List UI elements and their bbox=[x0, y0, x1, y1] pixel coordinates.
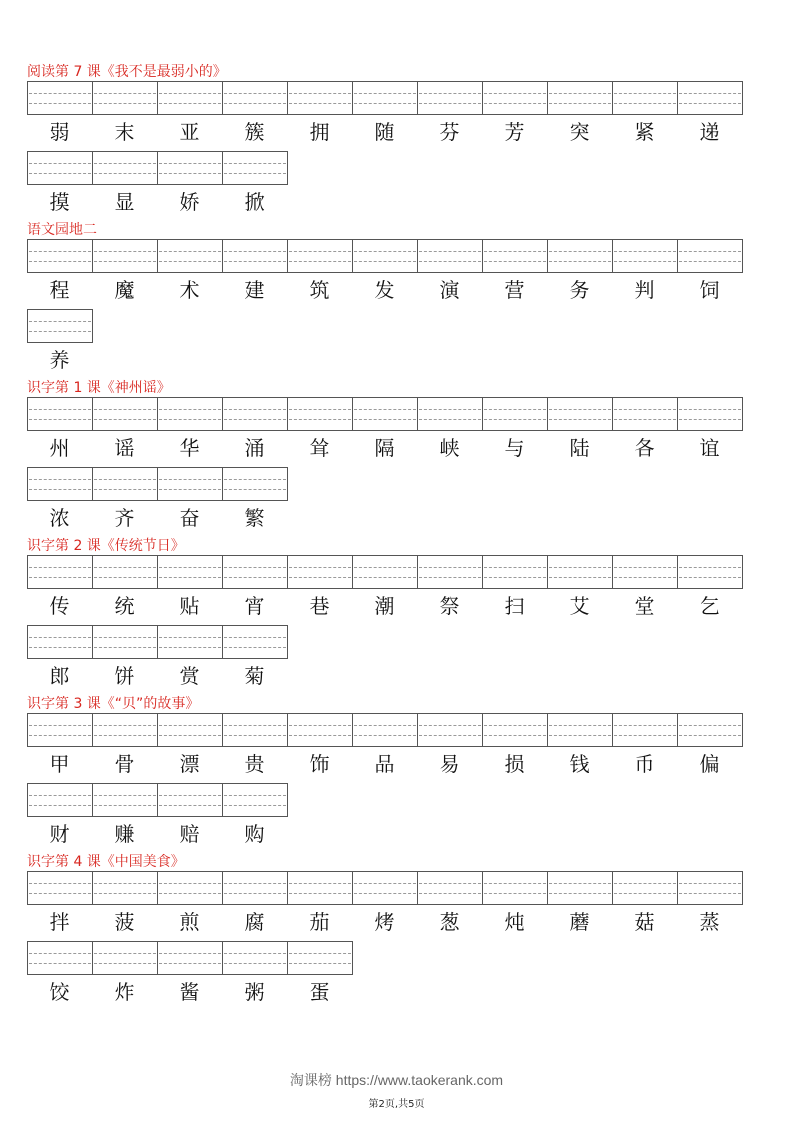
hanzi-character: 拥 bbox=[309, 120, 330, 144]
hanzi-character: 筑 bbox=[309, 278, 330, 302]
footer-page-number: 第2页,共5页 bbox=[368, 1099, 425, 1110]
pinyin-box bbox=[157, 151, 223, 185]
pinyin-box bbox=[92, 625, 158, 659]
hanzi-character: 术 bbox=[179, 278, 200, 302]
pinyin-box bbox=[222, 871, 288, 905]
hanzi-character: 炸 bbox=[114, 980, 135, 1004]
pinyin-box bbox=[27, 151, 93, 185]
hanzi-character: 各 bbox=[634, 436, 655, 460]
pinyin-box bbox=[287, 555, 353, 589]
pinyin-writing-grid bbox=[27, 625, 767, 659]
pinyin-box bbox=[482, 81, 548, 115]
pinyin-writing-grid bbox=[27, 81, 767, 115]
pinyin-box bbox=[157, 941, 223, 975]
hanzi-character: 芬 bbox=[439, 120, 460, 144]
pinyin-box bbox=[482, 239, 548, 273]
hanzi-character: 耸 bbox=[309, 436, 330, 460]
hanzi-character: 茄 bbox=[309, 910, 330, 934]
pinyin-box bbox=[27, 555, 93, 589]
character-row bbox=[27, 467, 767, 532]
pinyin-box bbox=[27, 239, 93, 273]
pinyin-box bbox=[482, 555, 548, 589]
pinyin-box bbox=[157, 783, 223, 817]
pinyin-box bbox=[417, 81, 483, 115]
hanzi-character: 扫 bbox=[504, 594, 525, 618]
hanzi-character: 养 bbox=[49, 348, 70, 372]
hanzi-character: 品 bbox=[374, 752, 395, 776]
hanzi-character: 炖 bbox=[504, 910, 525, 934]
hanzi-character: 祭 bbox=[439, 594, 460, 618]
character-line bbox=[27, 343, 767, 374]
hanzi-character: 紧 bbox=[634, 120, 655, 144]
hanzi-character: 甲 bbox=[49, 752, 70, 776]
pinyin-box bbox=[612, 713, 678, 747]
character-row bbox=[27, 625, 767, 690]
hanzi-character: 拌 bbox=[49, 910, 70, 934]
lesson-section bbox=[27, 853, 767, 1006]
pinyin-box bbox=[222, 555, 288, 589]
hanzi-character: 菇 bbox=[634, 910, 655, 934]
pinyin-box bbox=[677, 81, 743, 115]
pinyin-box bbox=[157, 555, 223, 589]
hanzi-character: 显 bbox=[114, 190, 135, 214]
hanzi-character: 蒸 bbox=[699, 910, 720, 934]
lesson-section bbox=[27, 695, 767, 848]
hanzi-character: 繁 bbox=[244, 506, 265, 530]
pinyin-box bbox=[92, 239, 158, 273]
hanzi-character: 务 bbox=[569, 278, 590, 302]
hanzi-character: 突 bbox=[569, 120, 590, 144]
hanzi-character: 宵 bbox=[244, 594, 265, 618]
hanzi-character: 程 bbox=[49, 278, 70, 302]
character-line bbox=[27, 185, 767, 216]
pinyin-box bbox=[287, 239, 353, 273]
character-row bbox=[27, 871, 767, 936]
character-row bbox=[27, 783, 767, 848]
pinyin-box bbox=[612, 239, 678, 273]
pinyin-box bbox=[27, 871, 93, 905]
character-line bbox=[27, 975, 767, 1006]
pinyin-box bbox=[547, 871, 613, 905]
character-line bbox=[27, 431, 767, 462]
pinyin-box bbox=[352, 397, 418, 431]
pinyin-box bbox=[482, 713, 548, 747]
hanzi-character: 饲 bbox=[699, 278, 720, 302]
character-row bbox=[27, 397, 767, 462]
lesson-title: 语文园地二 bbox=[27, 222, 97, 238]
lesson-title: 识字第 4 课《中国美食》 bbox=[27, 854, 185, 870]
pinyin-box bbox=[157, 467, 223, 501]
pinyin-writing-grid bbox=[27, 309, 767, 343]
hanzi-character: 购 bbox=[244, 822, 265, 846]
pinyin-box bbox=[612, 81, 678, 115]
character-line bbox=[27, 817, 767, 848]
hanzi-character: 演 bbox=[439, 278, 460, 302]
hanzi-character: 芳 bbox=[504, 120, 525, 144]
character-line bbox=[27, 501, 767, 532]
hanzi-character: 腐 bbox=[244, 910, 265, 934]
hanzi-character: 建 bbox=[244, 278, 265, 302]
pinyin-box bbox=[677, 871, 743, 905]
character-line bbox=[27, 115, 767, 146]
hanzi-character: 娇 bbox=[179, 190, 200, 214]
pinyin-box bbox=[222, 467, 288, 501]
pinyin-box bbox=[27, 625, 93, 659]
pinyin-box bbox=[482, 871, 548, 905]
lesson-section bbox=[27, 221, 767, 374]
hanzi-character: 州 bbox=[49, 436, 70, 460]
lesson-title: 识字第 2 课《传统节日》 bbox=[27, 538, 185, 554]
hanzi-character: 掀 bbox=[244, 190, 265, 214]
pinyin-box bbox=[612, 397, 678, 431]
hanzi-character: 菠 bbox=[114, 910, 135, 934]
lesson-title: 识字第 3 课《“贝”的故事》 bbox=[27, 696, 200, 712]
pinyin-box bbox=[352, 239, 418, 273]
hanzi-character: 峡 bbox=[439, 436, 460, 460]
pinyin-box bbox=[92, 941, 158, 975]
lesson-section bbox=[27, 379, 767, 532]
lesson-section bbox=[27, 537, 767, 690]
pinyin-box bbox=[222, 151, 288, 185]
hanzi-character: 传 bbox=[49, 594, 70, 618]
hanzi-character: 与 bbox=[504, 436, 525, 460]
character-line bbox=[27, 589, 767, 620]
character-row bbox=[27, 151, 767, 216]
character-line bbox=[27, 747, 767, 778]
hanzi-character: 随 bbox=[374, 120, 395, 144]
pinyin-writing-grid bbox=[27, 783, 767, 817]
pinyin-box bbox=[352, 871, 418, 905]
hanzi-character: 华 bbox=[179, 436, 200, 460]
hanzi-character: 骨 bbox=[114, 752, 135, 776]
pinyin-box bbox=[352, 713, 418, 747]
hanzi-character: 堂 bbox=[634, 594, 655, 618]
pinyin-box bbox=[547, 81, 613, 115]
pinyin-box bbox=[677, 397, 743, 431]
pinyin-box bbox=[92, 555, 158, 589]
pinyin-box bbox=[547, 713, 613, 747]
pinyin-writing-grid bbox=[27, 941, 767, 975]
hanzi-character: 蛋 bbox=[309, 980, 330, 1004]
pinyin-writing-grid bbox=[27, 555, 767, 589]
pinyin-box bbox=[417, 871, 483, 905]
pinyin-writing-grid bbox=[27, 397, 767, 431]
pinyin-box bbox=[547, 555, 613, 589]
hanzi-character: 菊 bbox=[244, 664, 265, 688]
pinyin-box bbox=[352, 555, 418, 589]
pinyin-box bbox=[352, 81, 418, 115]
character-line bbox=[27, 273, 767, 304]
hanzi-character: 贴 bbox=[179, 594, 200, 618]
pinyin-box bbox=[287, 713, 353, 747]
character-row bbox=[27, 713, 767, 778]
pinyin-box bbox=[27, 309, 93, 343]
pinyin-box bbox=[417, 397, 483, 431]
hanzi-character: 递 bbox=[699, 120, 720, 144]
hanzi-character: 末 bbox=[114, 120, 135, 144]
hanzi-character: 偏 bbox=[699, 752, 720, 776]
character-row bbox=[27, 239, 767, 304]
hanzi-character: 赚 bbox=[114, 822, 135, 846]
pinyin-box bbox=[27, 783, 93, 817]
hanzi-character: 亚 bbox=[179, 120, 200, 144]
hanzi-character: 葱 bbox=[439, 910, 460, 934]
lesson-title: 识字第 1 课《神州谣》 bbox=[27, 380, 171, 396]
hanzi-character: 蘑 bbox=[569, 910, 590, 934]
pinyin-box bbox=[222, 713, 288, 747]
pinyin-box bbox=[27, 941, 93, 975]
pinyin-box bbox=[547, 239, 613, 273]
hanzi-character: 潮 bbox=[374, 594, 395, 618]
pinyin-box bbox=[417, 239, 483, 273]
hanzi-character: 易 bbox=[439, 752, 460, 776]
lesson-section bbox=[27, 63, 767, 216]
pinyin-box bbox=[222, 239, 288, 273]
pinyin-box bbox=[612, 871, 678, 905]
hanzi-character: 隔 bbox=[374, 436, 395, 460]
character-row bbox=[27, 81, 767, 146]
hanzi-character: 营 bbox=[504, 278, 525, 302]
hanzi-character: 统 bbox=[114, 594, 135, 618]
pinyin-box bbox=[222, 941, 288, 975]
pinyin-box bbox=[92, 467, 158, 501]
pinyin-box bbox=[157, 713, 223, 747]
pinyin-box bbox=[222, 397, 288, 431]
pinyin-box bbox=[157, 81, 223, 115]
hanzi-character: 发 bbox=[374, 278, 395, 302]
pinyin-box bbox=[157, 397, 223, 431]
hanzi-character: 钱 bbox=[569, 752, 590, 776]
hanzi-character: 奋 bbox=[179, 506, 200, 530]
hanzi-character: 判 bbox=[634, 278, 655, 302]
hanzi-character: 饼 bbox=[114, 664, 135, 688]
hanzi-character: 陆 bbox=[569, 436, 590, 460]
pinyin-box bbox=[417, 713, 483, 747]
footer-site-text: 淘课榜 https://www.taokerank.com bbox=[289, 1072, 504, 1088]
pinyin-writing-grid bbox=[27, 151, 767, 185]
hanzi-character: 齐 bbox=[114, 506, 135, 530]
pinyin-box bbox=[287, 871, 353, 905]
pinyin-box bbox=[287, 397, 353, 431]
hanzi-character: 币 bbox=[634, 752, 655, 776]
hanzi-character: 粥 bbox=[244, 980, 265, 1004]
pinyin-box bbox=[92, 783, 158, 817]
pinyin-box bbox=[482, 397, 548, 431]
pinyin-box bbox=[157, 239, 223, 273]
hanzi-character: 损 bbox=[504, 752, 525, 776]
hanzi-character: 谊 bbox=[699, 436, 720, 460]
character-line bbox=[27, 659, 767, 690]
character-row bbox=[27, 309, 767, 374]
hanzi-character: 弱 bbox=[49, 120, 70, 144]
pinyin-box bbox=[287, 81, 353, 115]
practice-sections bbox=[27, 63, 767, 1011]
hanzi-character: 财 bbox=[49, 822, 70, 846]
hanzi-character: 艾 bbox=[569, 594, 590, 618]
hanzi-character: 簇 bbox=[244, 120, 265, 144]
character-row bbox=[27, 555, 767, 620]
pinyin-box bbox=[27, 713, 93, 747]
pinyin-writing-grid bbox=[27, 467, 767, 501]
pinyin-box bbox=[92, 871, 158, 905]
hanzi-character: 漂 bbox=[179, 752, 200, 776]
hanzi-character: 摸 bbox=[49, 190, 70, 214]
hanzi-character: 赔 bbox=[179, 822, 200, 846]
pinyin-box bbox=[677, 713, 743, 747]
pinyin-box bbox=[287, 941, 353, 975]
pinyin-box bbox=[92, 713, 158, 747]
hanzi-character: 魔 bbox=[114, 278, 135, 302]
pinyin-box bbox=[92, 151, 158, 185]
pinyin-writing-grid bbox=[27, 713, 767, 747]
pinyin-box bbox=[612, 555, 678, 589]
pinyin-box bbox=[222, 625, 288, 659]
lesson-title: 阅读第 7 课《我不是最弱小的》 bbox=[27, 64, 227, 80]
pinyin-box bbox=[27, 397, 93, 431]
hanzi-character: 烤 bbox=[374, 910, 395, 934]
pinyin-box bbox=[222, 783, 288, 817]
hanzi-character: 饺 bbox=[49, 980, 70, 1004]
hanzi-character: 浓 bbox=[49, 506, 70, 530]
character-row bbox=[27, 941, 767, 1006]
character-line bbox=[27, 905, 767, 936]
pinyin-box bbox=[677, 555, 743, 589]
pinyin-box bbox=[92, 397, 158, 431]
hanzi-character: 谣 bbox=[114, 436, 135, 460]
hanzi-character: 煎 bbox=[179, 910, 200, 934]
hanzi-character: 饰 bbox=[309, 752, 330, 776]
pinyin-box bbox=[547, 397, 613, 431]
hanzi-character: 巷 bbox=[309, 594, 330, 618]
hanzi-character: 涌 bbox=[244, 436, 265, 460]
pinyin-writing-grid bbox=[27, 239, 767, 273]
pinyin-box bbox=[92, 81, 158, 115]
hanzi-character: 乞 bbox=[699, 594, 720, 618]
pinyin-box bbox=[27, 467, 93, 501]
pinyin-box bbox=[222, 81, 288, 115]
pinyin-box bbox=[677, 239, 743, 273]
hanzi-character: 贵 bbox=[244, 752, 265, 776]
hanzi-character: 酱 bbox=[179, 980, 200, 1004]
pinyin-box bbox=[417, 555, 483, 589]
pinyin-writing-grid bbox=[27, 871, 767, 905]
pinyin-box bbox=[157, 625, 223, 659]
pinyin-box bbox=[157, 871, 223, 905]
hanzi-character: 赏 bbox=[179, 664, 200, 688]
pinyin-box bbox=[27, 81, 93, 115]
hanzi-character: 郎 bbox=[49, 664, 70, 688]
